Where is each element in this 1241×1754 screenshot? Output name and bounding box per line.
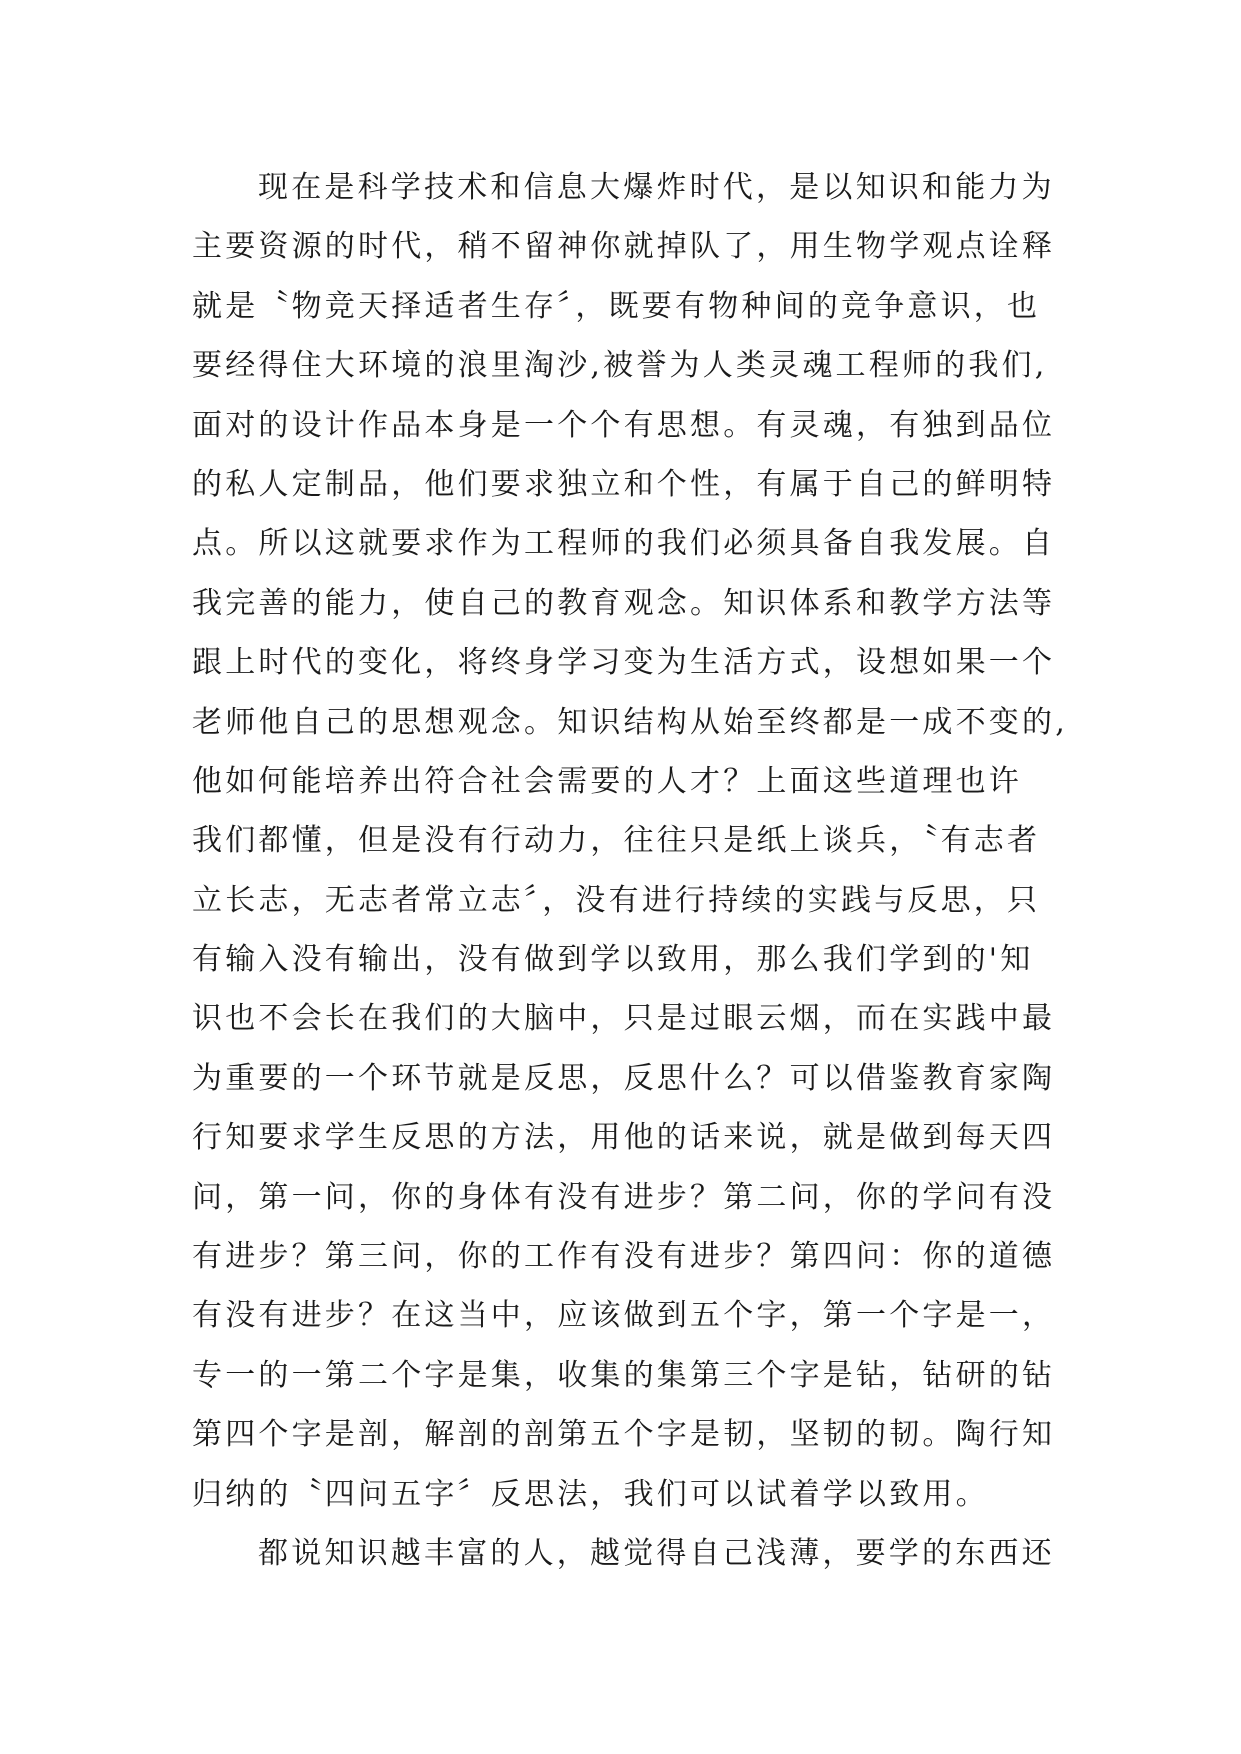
paragraph-2: [192, 1524, 1055, 1583]
text-line: 老师他自己的思想观念。知识结构从始至终都是一成不变的,: [192, 704, 1068, 740]
document-body: [192, 158, 1068, 1583]
text-line: 就是〝物竞天择适者生存〞，既要有物种间的竞争意识，也: [192, 288, 1041, 324]
text-line: 点。所以这就要求作为工程师的我们必须具备自我发展。自: [192, 526, 1056, 562]
text-line: 都说知识越丰富的人，越觉得自己浅薄，要学的东西还: [258, 1535, 1055, 1571]
text-line: 现在是科学技术和信息大爆炸时代，是以知识和能力为: [258, 170, 1055, 205]
text-line: 有没有进步？在这当中，应该做到五个字，第一个字是一，: [192, 1298, 1056, 1334]
text-line: 面对的设计作品本身是一个个有思想。有灵魂，有独到品位: [192, 407, 1056, 443]
paragraph-1: [192, 158, 1068, 1524]
text-line: 问，第一问，你的身体有没有进步？第二问，你的学问有没: [192, 1179, 1056, 1215]
text-line: 行知要求学生反思的方法，用他的话来说，就是做到每天四: [192, 1120, 1056, 1156]
text-line: 归纳的〝四问五字〞反思法，我们可以试着学以致用。: [192, 1476, 989, 1512]
text-line: 我完善的能力，使自己的教育观念。知识体系和教学方法等: [192, 585, 1056, 621]
text-line: 跟上时代的变化，将终身学习变为生活方式，设想如果一个: [192, 645, 1056, 681]
text-line: 专一的一第二个字是集，收集的集第三个字是钻，钻研的钻: [192, 1357, 1056, 1393]
text-line: 有输入没有输出，没有做到学以致用，那么我们学到的'知: [192, 942, 1034, 978]
text-line: 的私人定制品，他们要求独立和个性，有属于自己的鲜明特: [192, 466, 1056, 502]
text-line: 第四个字是剖，解剖的剖第五个字是韧，坚韧的韧。陶行知: [192, 1417, 1056, 1453]
text-line: 为重要的一个环节就是反思，反思什么？可以借鉴教育家陶: [192, 1060, 1056, 1096]
text-line: 要经得住大环境的浪里淘沙,被誉为人类灵魂工程师的我们,: [192, 348, 1048, 384]
text-line: 我们都懂，但是没有行动力，往往只是纸上谈兵，〝有志者: [192, 823, 1041, 859]
text-line: 主要资源的时代，稍不留神你就掉队了，用生物学观点诠释: [192, 229, 1056, 265]
text-line: 立长志，无志者常立志〞，没有进行持续的实践与反思，只: [192, 882, 1041, 918]
text-line: 识也不会长在我们的大脑中，只是过眼云烟，而在实践中最: [192, 1001, 1056, 1037]
text-line: 有进步？第三问，你的工作有没有进步？第四问：你的道德: [192, 1239, 1056, 1275]
text-line: 他如何能培养出符合社会需要的人才？上面这些道理也许: [192, 763, 1022, 799]
